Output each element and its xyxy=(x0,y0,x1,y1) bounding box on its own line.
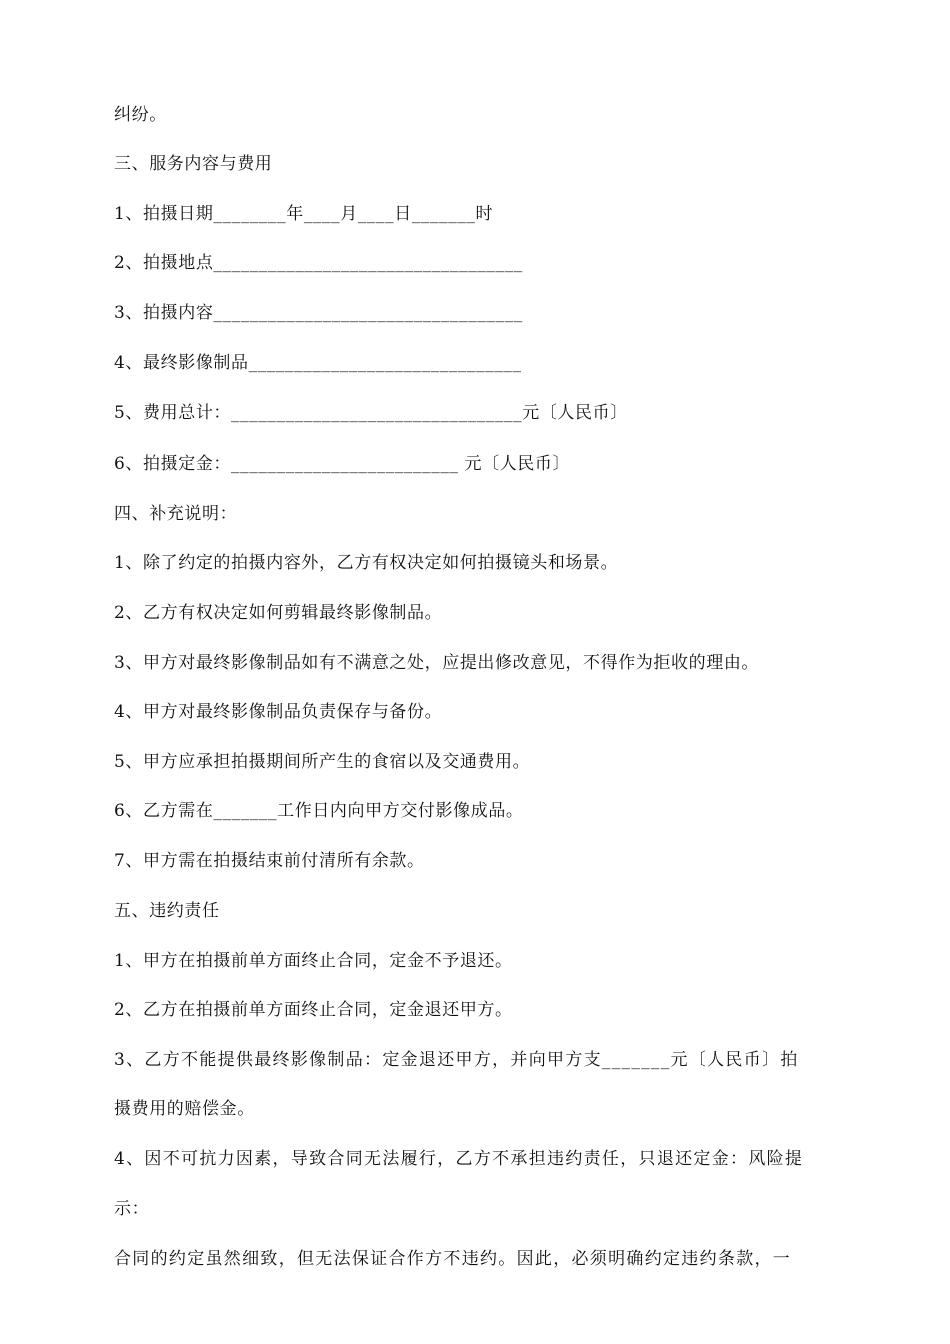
section-heading-services-and-fees: 三、服务内容与费用 xyxy=(114,154,273,174)
risk-note-paragraph: 合同的约定虽然细致，但无法保证合作方不违约。因此，必须明确约定违约条款，一 xyxy=(114,1249,792,1269)
clause-shooting-location: 2、拍摄地点__________________________________ xyxy=(114,253,523,273)
breach-item-3: 3、乙方不能提供最终影像制品：定金退还甲方，并向甲方支_______元〔人民币〕拍 xyxy=(114,1050,799,1070)
clause-shooting-date: 1、拍摄日期________年____月____日_______时 xyxy=(114,204,494,224)
text-line-continuation: 纠纷。 xyxy=(114,105,167,125)
supplementary-item-1: 1、除了约定的拍摄内容外，乙方有权决定如何拍摄镜头和场景。 xyxy=(114,553,619,573)
supplementary-item-3: 3、甲方对最终影像制品如有不满意之处，应提出修改意见，不得作为拒收的理由。 xyxy=(114,653,760,673)
clause-deposit: 6、拍摄定金：_________________________ 元〔人民币〕 xyxy=(114,454,571,474)
clause-shooting-content: 3、拍摄内容__________________________________ xyxy=(114,303,523,323)
supplementary-item-6: 6、乙方需在_______工作日内向甲方交付影像成品。 xyxy=(114,801,524,821)
section-heading-breach-liability: 五、违约责任 xyxy=(114,901,220,921)
breach-item-3-continued: 摄费用的赔偿金。 xyxy=(114,1099,255,1119)
clause-final-products: 4、最终影像制品______________________________ xyxy=(114,353,522,373)
supplementary-item-2: 2、乙方有权决定如何剪辑最终影像制品。 xyxy=(114,603,443,623)
breach-item-2: 2、乙方在拍摄前单方面终止合同，定金退还甲方。 xyxy=(114,1000,513,1020)
supplementary-item-4: 4、甲方对最终影像制品负责保存与备份。 xyxy=(114,702,443,722)
breach-item-1: 1、甲方在拍摄前单方面终止合同，定金不予退还。 xyxy=(114,951,513,971)
breach-item-4: 4、因不可抗力因素，导致合同无法履行，乙方不承担违约责任，只退还定金：风险提 xyxy=(114,1149,804,1169)
section-heading-supplementary: 四、补充说明： xyxy=(114,504,238,524)
supplementary-item-5: 5、甲方应承担拍摄期间所产生的食宿以及交通费用。 xyxy=(114,752,531,772)
clause-total-fee: 5、费用总计：________________________________元〔人民币〕 xyxy=(114,403,628,423)
breach-item-4-continued: 示： xyxy=(114,1199,150,1219)
supplementary-item-7: 7、甲方需在拍摄结束前付清所有余款。 xyxy=(114,851,425,871)
